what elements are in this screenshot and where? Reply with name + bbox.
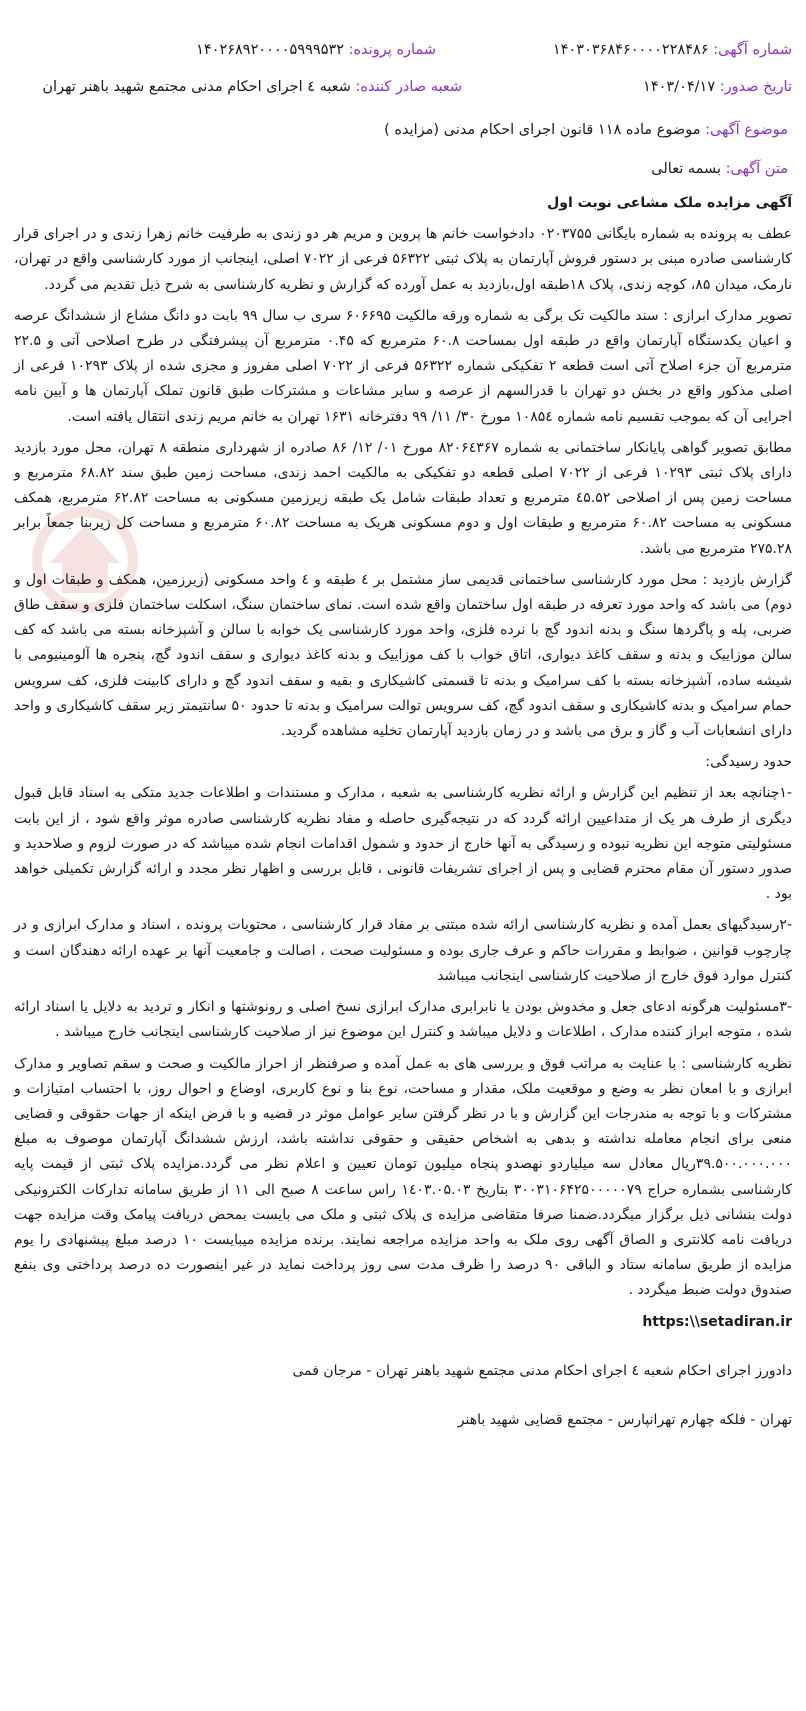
paragraph-completion-certificate: مطابق تصویر گواهی پایانکار ساختمانی به شماره ۸۲۰۶٤۳۶۷ مورخ ۰۱/ ۱۲/ ۸۶ صادره از شهرداری منطقه ۸ تهران، محل مورد بازدید دارای پلاک ثبتی ۱۰۲۹۳ فرعی از ۷۰۲۲ اصلی قطعه دو تفکیکی به مالکیت احمد زندی، مساحت زمین طبق سند ۶۸.۸۲ مترمربع و مساحت زمین پس از اصلاحی ٤۵.۵۲ مترمربع و تعداد طبقات شامل یک طبقه زیرزمین مسکونی به مساحت ۶۲.۸۲ مترمربع، همکف مسکونی به مساحت ۶۰.۸۲ مترمربع و طبقات اول و دوم مسکونی هریک به مساحت ۶۰.۸۲ مترمربع و مساحت کل زیربنا جمعاً برابر ۲۷۵.۲۸ مترمربع می باشد.: [14, 439, 793, 557]
subject-line: [384, 120, 788, 140]
heading-review-scope: حدود رسیدگی:: [705, 754, 792, 771]
issue-date-field: [643, 77, 792, 97]
case-number-field: [196, 40, 436, 60]
paragraph-documents: تصویر مدارک ابرازی : سند مالکیت تک برگی به شماره ورقه مالکیت ۶۰۶۶۹۵ سری ب سال ۹۹ بابت دو دانگ مشاع از ششدانگ عرصه و اعیان یکدستگاه آپارتمان واقع در طبقه اول بمساحت ۶۰.۸ مترمربع که ۰.۴۵ مترمربع آن پیشرفتگی در طرح اصلاحی آتی و ۲۲.۵ مترمربع آن جزء اصلاح آتی است قطعه ۲ تفکیکی شماره ۵۶۳۲۲ فرعی از ۷۰۲۲ اصلی مفروز و مجزی شده از پلاک ۱۰۲۹۳ فرعی از اصلی مذکور واقع در بخش دو تهران با قدرالسهم از عرصه و سایر مشاعات و مشترکات طبق قانون تملک آپارتمان ها و آیین نامه اجرایی آن که بموجب تقسیم نامه شماره ۱۰۸۵٤ مورخ ۳۰/ ۱۱/ ۹۹ دفترخانه ۱۶۳۱ تهران به خانم مریم زندی انتقال یافته است.: [14, 307, 793, 425]
text-intro: بسمه تعالی: [651, 161, 721, 177]
paragraph-scope-3: -۳مسئولیت هرگونه ادعای جعل و مخدوش بودن یا نابرابری مدارک ابرازی نسخ اصلی و رونوشتها و انکار و تردید به دلایل یا اسناد ارائه شده ، متوجه ابراز کننده مدارک ، اطلاعات و دلایل میباشد و کنترل این موضوع نیز از صلاحیت کارشناسی اینجانب خارج میباشد .: [14, 999, 792, 1041]
ad-number-value: ۱۴۰۳۰۳۶۸۴۶۰۰۰۰۲۲۸۴۸۶: [552, 42, 709, 58]
paragraph-inspection-report: گزارش بازدید : محل مورد کارشناسی ساختمانی قدیمی ساز مشتمل بر ٤ طبقه و ٤ واحد مسکونی (زیرزمین، همکف و طبقات اول و دوم) می باشد که واحد مورد تعرفه در طبقه اول ساختمان واقع شده است. نمای ساختمان سنگ، اسکلت ساختمان فلزی و سقف طاق ضربی، پله و پاگردها سنگ و بدنه اندود گچ با نرده فلزی، واحد مورد کارشناسی یک خوابه با سالن و آشپزخانه بسته می باشد که کف سالن موزاییک و بدنه و سقف کاغذ دیواری، اتاق خواب با کف موزاییک و بدنه کاغذ دیواری و سقف اندود گچ، پنجره ها آلومینیومی با شیشه ساده، آشپزخانه بسته با کف سرامیک و بدنه تا قسمتی کاشیکاری و بقیه و سقف اندود گچ و دارای کابینت فلزی، کف سرویس حمام سرامیک و بدنه کاشیکاری و سقف اندود گچ، کف سرویس توالت سرامیک و بدنه تا حدود ۵۰ سانتیمتر زیر سقف کاشیکاری و واحد دارای انشعابات آب و گاز و برق می باشد و در زمان بازدید آپارتمان تخلیه مشاهده گردید.: [14, 571, 792, 740]
notice-body: [14, 191, 792, 1439]
paragraph-expert-opinion: نظریه کارشناسی : با عنایت به مراتب فوق و بررسی های به عمل آمده و صرفنظر از احراز مالکیت و صحت و سقم تصاویر و مدارک ابرازی و با امعان نظر به وضع و موقعیت ملک، مقدار و مساحت، نوع بنا و نوع کاربری، اوضاع و احوال روز، با احتساب امتیازات و مشترکات و با توجه به مندرجات این گزارش و با در نظر گرفتن سایر عوامل موثر در قضیه و با فرض اینکه از جهات حقوقی و قضایی منعی برای انجام معامله نداشته و بدهی به اشخاص حقیقی و حقوقی نداشته باشد، ارزش ششدانگ آپارتمان موصوف به مبلغ ۳۹.۵۰۰.۰۰۰.۰۰۰ریال معادل سه میلیاردو نهصدو پنجاه میلیون تومان تعیین و اعلام نظر می گردد.مزایده پلاک ثبتی از قیمت پایه کارشناسی بشماره حراج ۳۰۰۳۱۰۶۴۲۵۰۰۰۰۰۷۹ بتاریخ ۱٤۰۳.۰۵.۰۳ راس ساعت ۸ صبح الی ۱۱ از طریق سامانه تدارکات الکترونیکی دولت بنشانی ذیل برگزار میگردد.ضمنا صرفا متقاضی مزایده ی پلاک ثبتی و ملک می بایست بمحض دریافت پیامک وقت مزایده جهت دریافت نامه کلانتری و الصاق آگهی روی ملک به واحد مزایده مراجعه نمایند. برنده مزایده میبایست ۱۰ درصد مبلغ پیشنهادی را یوم مزایده از طریق سامانه ستاد و الباقی ۹۰ درصد را ظرف مدت سی روز پرداخت نماید در غیر اینصورت ده درصد پرداختی وی بنفع صندوق دولت ضبط میگردد .: [14, 1055, 793, 1299]
text-label: متن آگهی:: [725, 161, 788, 177]
notice-title: آگهی مزایده ملک مشاعی نوبت اول: [547, 195, 792, 211]
issue-date-label: تاریخ صدور:: [719, 79, 792, 95]
subject-value: موضوع ماده ۱۱۸ قانون اجرای احکام مدنی (مزایده ): [384, 122, 701, 138]
paragraph-case-intro: عطف به پرونده به شماره بایگانی ۰۲۰۳۷۵۵ دادخواست خانم ها پروین و مریم هر دو زندی به طرفیت خانم زهرا زندی و در اجرای قرار کارشناسی صادره مبنی بر دستور فروش آپارتمان به پلاک ثبتی ۵۶۳۲۲ فرعی از ۷۰۲۲ اصلی، اینجانب از مورد کارشناسی واقع در تهران، نارمک، میدان ۸۵، کوچه زندی، پلاک ۱۸طبقه اول،بازدید به عمل آورده که گزارش و نظریه کارشناسی به شرح ذیل تقدیم می گردد.: [14, 226, 792, 293]
issuer-value: شعبه ٤ اجرای احکام مدنی مجتمع شهید باهنر تهران: [42, 79, 351, 95]
signature-line: دادورز اجرای احکام شعبه ٤ اجرای احکام مدنی مجتمع شهید باهنر تهران - مرجان فمی: [292, 1362, 792, 1379]
case-number-label: شماره پرونده:: [348, 42, 436, 58]
setadiran-link[interactable]: https:\\setadiran.ir: [642, 1313, 792, 1330]
issuer-label: شعبه صادر کننده:: [355, 79, 462, 95]
website-line: [14, 1310, 792, 1335]
text-line: [651, 159, 788, 179]
issue-date-value: ۱۴۰۳/۰۴/۱۷: [643, 79, 716, 95]
subject-label: موضوع آگهی:: [705, 122, 788, 138]
paragraph-scope-2: -۲رسیدگیهای بعمل آمده و نظریه کارشناسی ارائه شده مبتنی بر مفاد قرار کارشناسی ، محتویات پرونده ، اسناد و مدارک ابرازی و در چارچوب قوانین ، ضوابط و مقررات حاکم و عرف جاری بوده و مسئولیت صحت ، اصالت و جامعیت آنها بر عهده ارائه دهندگان است و کنترل موارد فوق خارج از صلاحیت کارشناسی اینجانب میباشد: [14, 917, 792, 984]
paragraph-scope-1: -۱چنانچه بعد از تنظیم این گزارش و ارائه نظریه کارشناسی به شعبه ، مدارک و مستندات و اطلاعات جدید متکی به اسناد قابل قبول دیگری از طرف هر یک از متداعیین ارائه گردد که در نتیجه‌گیری حاصله و مفاد نظریه کارشناسی صادره موثر واقع شود ، از این بابت مسئولیتی متوجه این نظریه نبوده و رسیدگی به آنها خارج از حدود و شمول اقدامات انجام شده میباشد که در صورت لزوم و صلاحدید و صدور دستور آن مقام محترم قضایی و پس از اجرای تشریفات قانونی ، قابل بررسی و اظهار نظر مجدد و ارائه گزارش تکمیلی خواهد بود .: [14, 785, 792, 903]
address-line: تهران - فلکه چهارم تهرانپارس - مجتمع قضایی شهید باهنر: [457, 1411, 792, 1428]
case-number-value: ۱۴۰۲۶۸۹۲۰۰۰۰۵۹۹۹۵۳۲: [196, 42, 345, 58]
ad-number-label: شماره آگهی:: [713, 42, 792, 58]
issuer-field: [42, 77, 462, 97]
ad-number-field: [553, 40, 792, 60]
